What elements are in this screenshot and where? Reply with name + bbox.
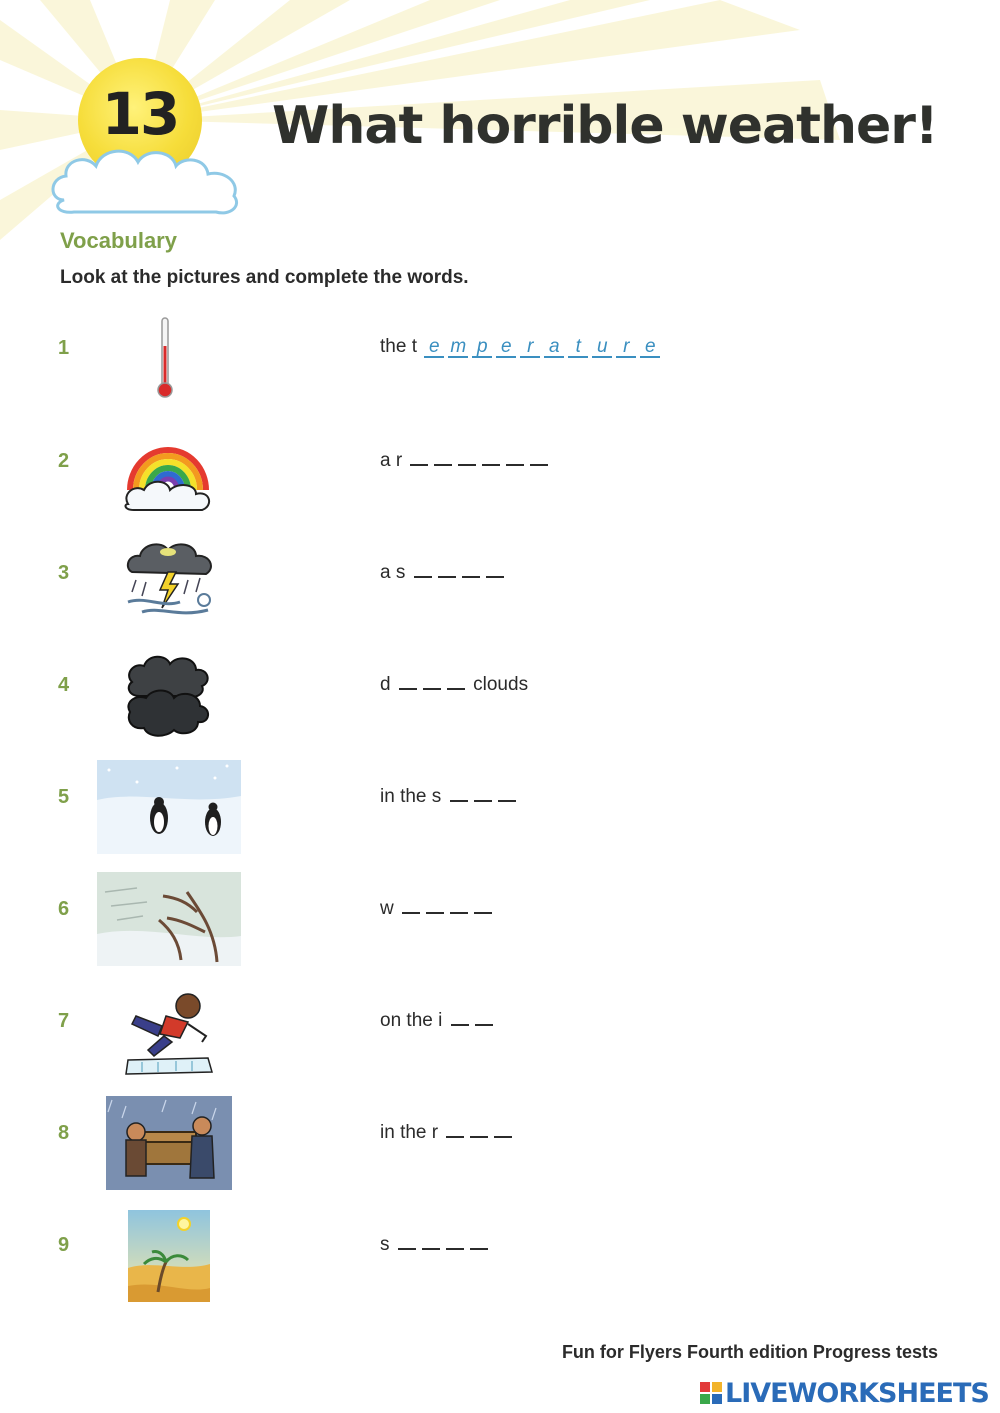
brand-name: LIVEWORKSHEETS	[725, 1377, 989, 1409]
dark-clouds-icon	[124, 652, 212, 740]
answer-letter[interactable]: t	[568, 338, 588, 358]
letter-blank[interactable]	[446, 1122, 464, 1138]
letter-blank[interactable]	[482, 450, 500, 466]
sunny-desert-picture	[128, 1210, 210, 1302]
list-item	[0, 982, 1000, 1082]
word-suffix: clouds	[473, 674, 529, 695]
answer-line	[380, 1010, 496, 1032]
answer-line	[380, 1234, 491, 1256]
letter-blank[interactable]	[451, 1010, 469, 1026]
word-prefix: s	[380, 1234, 390, 1255]
item-number: 1	[58, 337, 70, 359]
letter-blank[interactable]	[474, 786, 492, 802]
letter-blank[interactable]	[402, 898, 420, 914]
letter-blank[interactable]	[494, 1122, 512, 1138]
list-item	[0, 1206, 1000, 1306]
thermometer-icon	[152, 316, 178, 402]
letter-blank[interactable]	[470, 1122, 488, 1138]
list-item	[0, 870, 1000, 970]
list-item	[0, 534, 1000, 634]
rainbow-icon	[122, 424, 214, 514]
letter-blank[interactable]	[446, 1234, 464, 1250]
word-prefix: in the r	[380, 1122, 439, 1143]
answer-letter[interactable]: p	[472, 338, 492, 358]
answer-letter[interactable]: m	[448, 338, 468, 358]
word-prefix: w	[380, 898, 394, 919]
answer-letter[interactable]: e	[496, 338, 516, 358]
word-prefix: d	[380, 674, 391, 695]
list-item	[0, 1094, 1000, 1194]
letter-blank[interactable]	[486, 562, 504, 578]
letter-blank[interactable]	[474, 898, 492, 914]
answer-line	[380, 450, 551, 472]
letter-blank[interactable]	[426, 898, 444, 914]
letter-blank[interactable]	[450, 898, 468, 914]
storm-icon	[122, 538, 216, 624]
brand-watermark	[700, 1376, 989, 1410]
instruction-text: Look at the pictures and complete the words.	[60, 267, 469, 288]
letter-blank[interactable]	[399, 674, 417, 690]
letter-blank[interactable]	[447, 674, 465, 690]
list-item	[0, 758, 1000, 858]
section-heading: Vocabulary	[60, 228, 177, 253]
letter-blank[interactable]	[498, 786, 516, 802]
letter-blank[interactable]	[398, 1234, 416, 1250]
page-title: What horrible weather!	[272, 96, 938, 156]
item-number: 6	[58, 898, 70, 920]
letter-blank[interactable]	[414, 562, 432, 578]
answer-letter[interactable]: u	[592, 338, 612, 358]
letter-blank[interactable]	[470, 1234, 488, 1250]
list-item	[0, 422, 1000, 522]
word-prefix: in the s	[380, 786, 442, 807]
item-number: 5	[58, 786, 70, 808]
answer-line	[380, 1122, 515, 1144]
answer-line	[380, 674, 528, 696]
answer-letter[interactable]: a	[544, 338, 564, 358]
letter-blank[interactable]	[475, 1010, 493, 1026]
item-number: 4	[58, 674, 70, 696]
answer-line	[380, 898, 495, 920]
answer-letter[interactable]: r	[520, 338, 540, 358]
windy-trees-picture	[97, 872, 241, 966]
cloud-icon	[44, 130, 254, 220]
word-prefix: the t	[380, 336, 417, 357]
item-number: 9	[58, 1234, 70, 1256]
letter-blank[interactable]	[462, 562, 480, 578]
letter-blank[interactable]	[423, 674, 441, 690]
letter-blank[interactable]	[410, 450, 428, 466]
answer-line	[380, 336, 662, 358]
unit-number: 13	[101, 80, 179, 148]
letter-blank[interactable]	[422, 1234, 440, 1250]
answer-letter[interactable]: r	[616, 338, 636, 358]
item-number: 3	[58, 562, 70, 584]
answer-line	[380, 786, 519, 808]
letter-blank[interactable]	[458, 450, 476, 466]
letter-blank[interactable]	[506, 450, 524, 466]
liveworksheets-logo-icon	[700, 1382, 722, 1404]
word-prefix: on the i	[380, 1010, 443, 1031]
answer-letter[interactable]: e	[424, 338, 444, 358]
answer-line	[380, 562, 507, 584]
item-number: 8	[58, 1122, 70, 1144]
list-item	[0, 310, 1000, 410]
word-prefix: a r	[380, 450, 403, 471]
letter-blank[interactable]	[450, 786, 468, 802]
list-item	[0, 646, 1000, 746]
item-number: 7	[58, 1010, 70, 1032]
word-prefix: a s	[380, 562, 406, 583]
slipping-on-ice-picture	[118, 986, 216, 1078]
letter-blank[interactable]	[438, 562, 456, 578]
letter-blank[interactable]	[434, 450, 452, 466]
answer-letter[interactable]: e	[640, 338, 660, 358]
item-number: 2	[58, 450, 70, 472]
letter-blank[interactable]	[530, 450, 548, 466]
penguins-snow-picture	[97, 760, 241, 854]
pirates-rain-picture	[106, 1096, 232, 1190]
source-credit: Fun for Flyers Fourth edition Progress tests	[561, 1342, 938, 1362]
